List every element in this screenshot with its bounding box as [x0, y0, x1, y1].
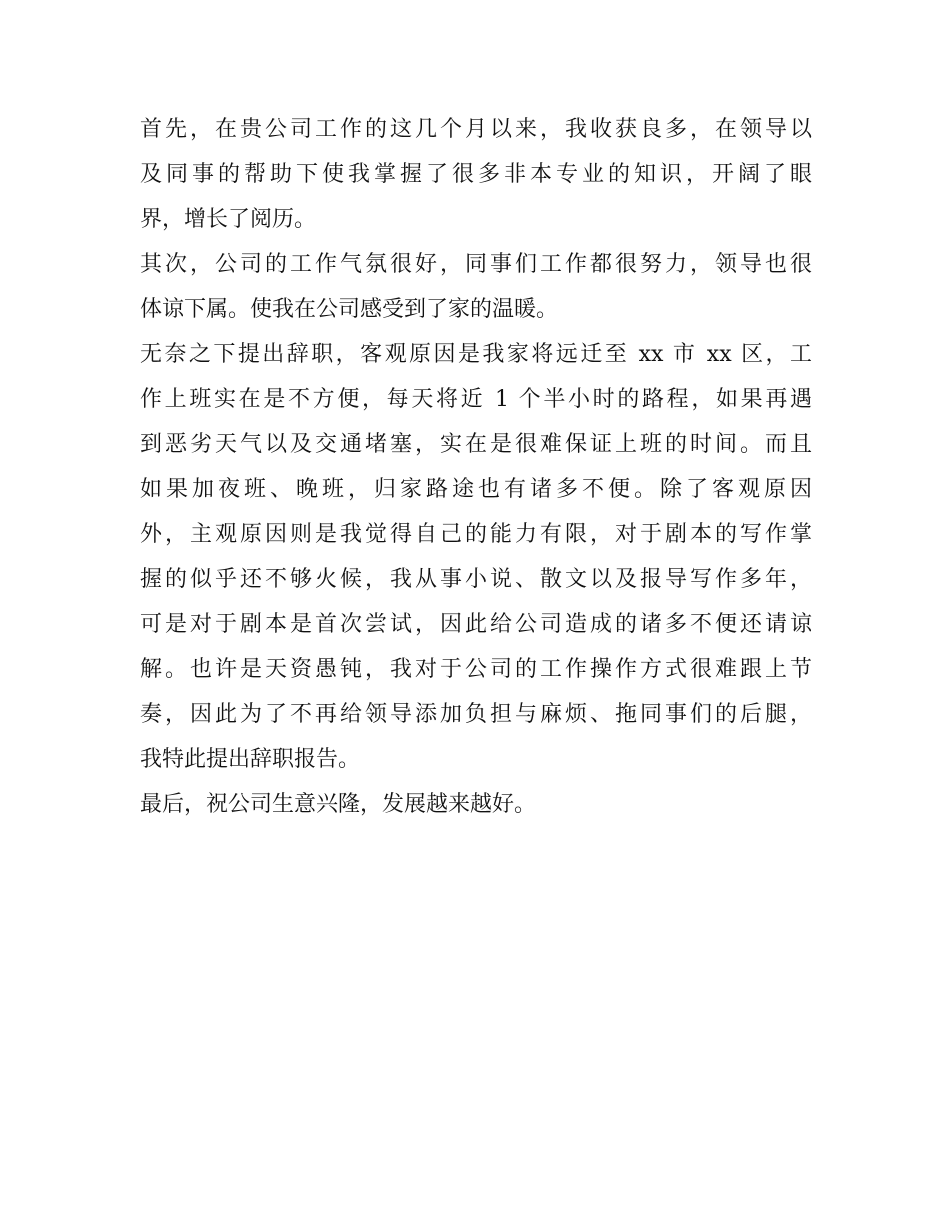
- text-line: 如果加夜班、晚班，归家路途也有诸多不便。除了客观原因: [140, 477, 812, 502]
- text-line: 最后，祝公司生意兴隆，发展越来越好。: [140, 792, 537, 817]
- paragraph-opening: [140, 107, 812, 242]
- text-line: 无奈之下提出辞职，客观原因是我家将远迁至 xx 市 xx 区，工: [140, 342, 812, 367]
- paragraph-closing-wishes: [140, 782, 812, 827]
- text-line: 我特此提出辞职报告。: [140, 747, 361, 772]
- text-line: 首先，在贵公司工作的这几个月以来，我收获良多，在领导以: [140, 117, 812, 142]
- text-line: 到恶劣天气以及交通堵塞，实在是很难保证上班的时间。而且: [140, 432, 812, 457]
- document-body: [140, 107, 812, 827]
- text-line: 及同事的帮助下使我掌握了很多非本专业的知识，开阔了眼: [140, 162, 812, 187]
- text-line: 外，主观原因则是我觉得自己的能力有限，对于剧本的写作掌: [140, 522, 812, 547]
- paragraph-work-atmosphere: [140, 242, 812, 332]
- text-line: 解。也许是天资愚钝，我对于公司的工作操作方式很难跟上节: [140, 657, 812, 682]
- text-line: 界，增长了阅历。: [140, 207, 317, 232]
- paragraph-resignation-reasons: [140, 332, 812, 782]
- text-line: 体谅下属。使我在公司感受到了家的温暖。: [140, 297, 559, 322]
- text-line: 其次，公司的工作气氛很好，同事们工作都很努力，领导也很: [140, 252, 812, 277]
- text-line: 可是对于剧本是首次尝试，因此给公司造成的诸多不便还请谅: [140, 612, 812, 637]
- text-line: 握的似乎还不够火候，我从事小说、散文以及报导写作多年，: [140, 567, 812, 592]
- text-line: 作上班实在是不方便，每天将近 1 个半小时的路程，如果再遇: [140, 387, 812, 412]
- text-line: 奏，因此为了不再给领导添加负担与麻烦、拖同事们的后腿，: [140, 702, 812, 727]
